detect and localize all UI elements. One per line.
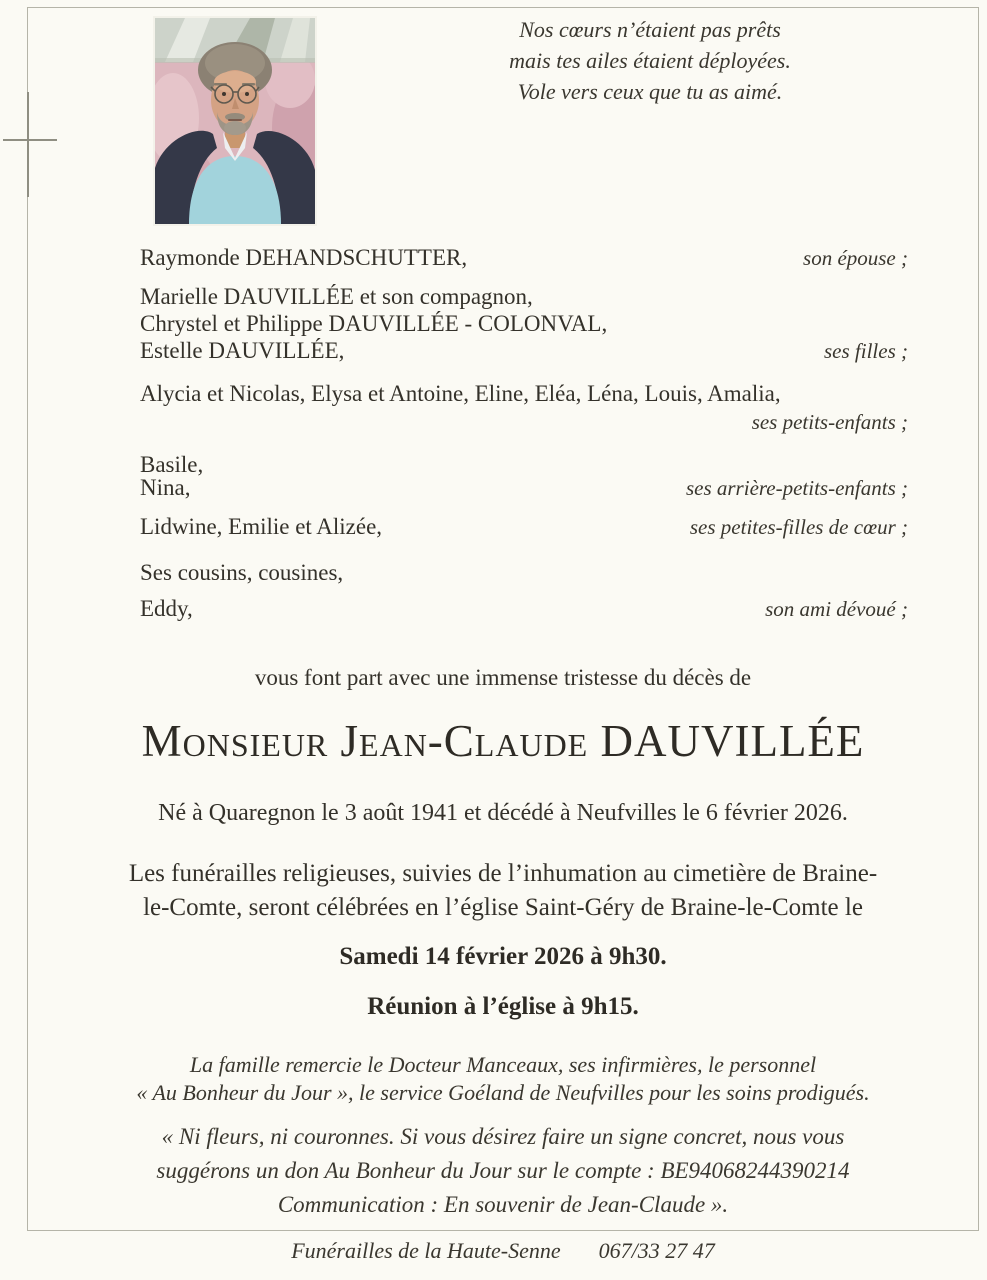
- family-names: Basile,: [140, 452, 204, 477]
- funeral-details: [33, 857, 973, 925]
- family-names: Chrystel et Philippe DAUVILLÉE - COLONVAL,: [140, 311, 608, 336]
- family-row: [140, 475, 908, 501]
- thanks-line: La famille remercie le Docteur Manceaux, ses infirmières, le personnel: [189, 1052, 817, 1077]
- church-meeting-time: Réunion à l’église à 9h15.: [367, 993, 639, 1020]
- family-row: [140, 596, 908, 622]
- donation-line: « Ni fleurs, ni couronnes. Si vous désirez faire un signe concret, nous vous: [161, 1124, 845, 1149]
- thanks-line: « Au Bonheur du Jour », le service Goéland de Neufvilles pour les soins prodigués.: [136, 1080, 870, 1105]
- deceased-name: Monsieur Jean-Claude DAUVILLÉE: [141, 716, 865, 766]
- registration-cross-icon: [27, 92, 29, 197]
- family-relation: son épouse ;: [803, 246, 908, 270]
- family-names: Eddy,: [140, 596, 193, 621]
- birth-death-line: Né à Quaregnon le 3 août 1941 et décédé à Neufvilles le 6 février 2026.: [158, 800, 848, 826]
- family-relation: son ami dévoué ;: [765, 597, 908, 621]
- family-names: Raymonde DEHANDSCHUTTER,: [140, 245, 468, 270]
- family-relation: ses filles ;: [824, 339, 908, 363]
- opening-verse: [445, 14, 855, 107]
- family-names: Estelle DAUVILLÉE,: [140, 338, 345, 363]
- family-names: Ses cousins, cousines,: [140, 560, 344, 585]
- registration-cross-icon: [3, 139, 57, 141]
- family-relation: ses arrière-petits-enfants ;: [685, 476, 908, 500]
- funeral-details-line: le-Comte, seront célébrées en l’église Saint-Géry de Braine-le-Comte le: [143, 894, 863, 921]
- family-row: [140, 410, 908, 435]
- family-row: [140, 311, 908, 337]
- verse-line: Nos cœurs n’étaient pas prêts: [519, 17, 781, 42]
- ceremony-datetime: Samedi 14 février 2026 à 9h30.: [339, 943, 667, 970]
- verse-line: mais tes ailes étaient déployées.: [509, 48, 791, 73]
- family-row: [140, 284, 908, 310]
- funeral-home-footer: [33, 1238, 973, 1264]
- family-names: Marielle DAUVILLÉE et son compagnon,: [140, 284, 533, 309]
- family-names: Lidwine, Emilie et Alizée,: [140, 514, 383, 539]
- donation-line: Communication : En souvenir de Jean-Claude ».: [277, 1192, 729, 1217]
- donation-paragraph: [33, 1120, 973, 1222]
- family-row: [140, 338, 908, 364]
- family-relation: ses petits-enfants ;: [751, 410, 908, 434]
- deceased-portrait-photo: [155, 18, 315, 224]
- family-names: Nina,: [140, 475, 191, 500]
- family-names: Alycia et Nicolas, Elysa et Antoine, Eline, Eléa, Léna, Louis, Amalia,: [140, 381, 781, 406]
- announcement-intro: vous font part avec une immense tristesse du décès de: [254, 665, 752, 690]
- family-row: [140, 514, 908, 540]
- thanks-paragraph: [33, 1051, 973, 1107]
- family-relation: ses petites-filles de cœur ;: [689, 515, 908, 539]
- family-row: [140, 245, 908, 271]
- funeral-details-line: Les funérailles religieuses, suivies de l’inhumation au cimetière de Braine-: [128, 860, 878, 887]
- family-row: [140, 560, 908, 586]
- funeral-home-phone: 067/33 27 47: [598, 1238, 715, 1263]
- funeral-home-name: Funérailles de la Haute-Senne: [291, 1238, 561, 1263]
- donation-line: suggérons un don Au Bonheur du Jour sur le compte : BE94068244390214: [156, 1158, 850, 1183]
- verse-line: Vole vers ceux que tu as aimé.: [517, 79, 783, 104]
- family-row: [140, 381, 908, 407]
